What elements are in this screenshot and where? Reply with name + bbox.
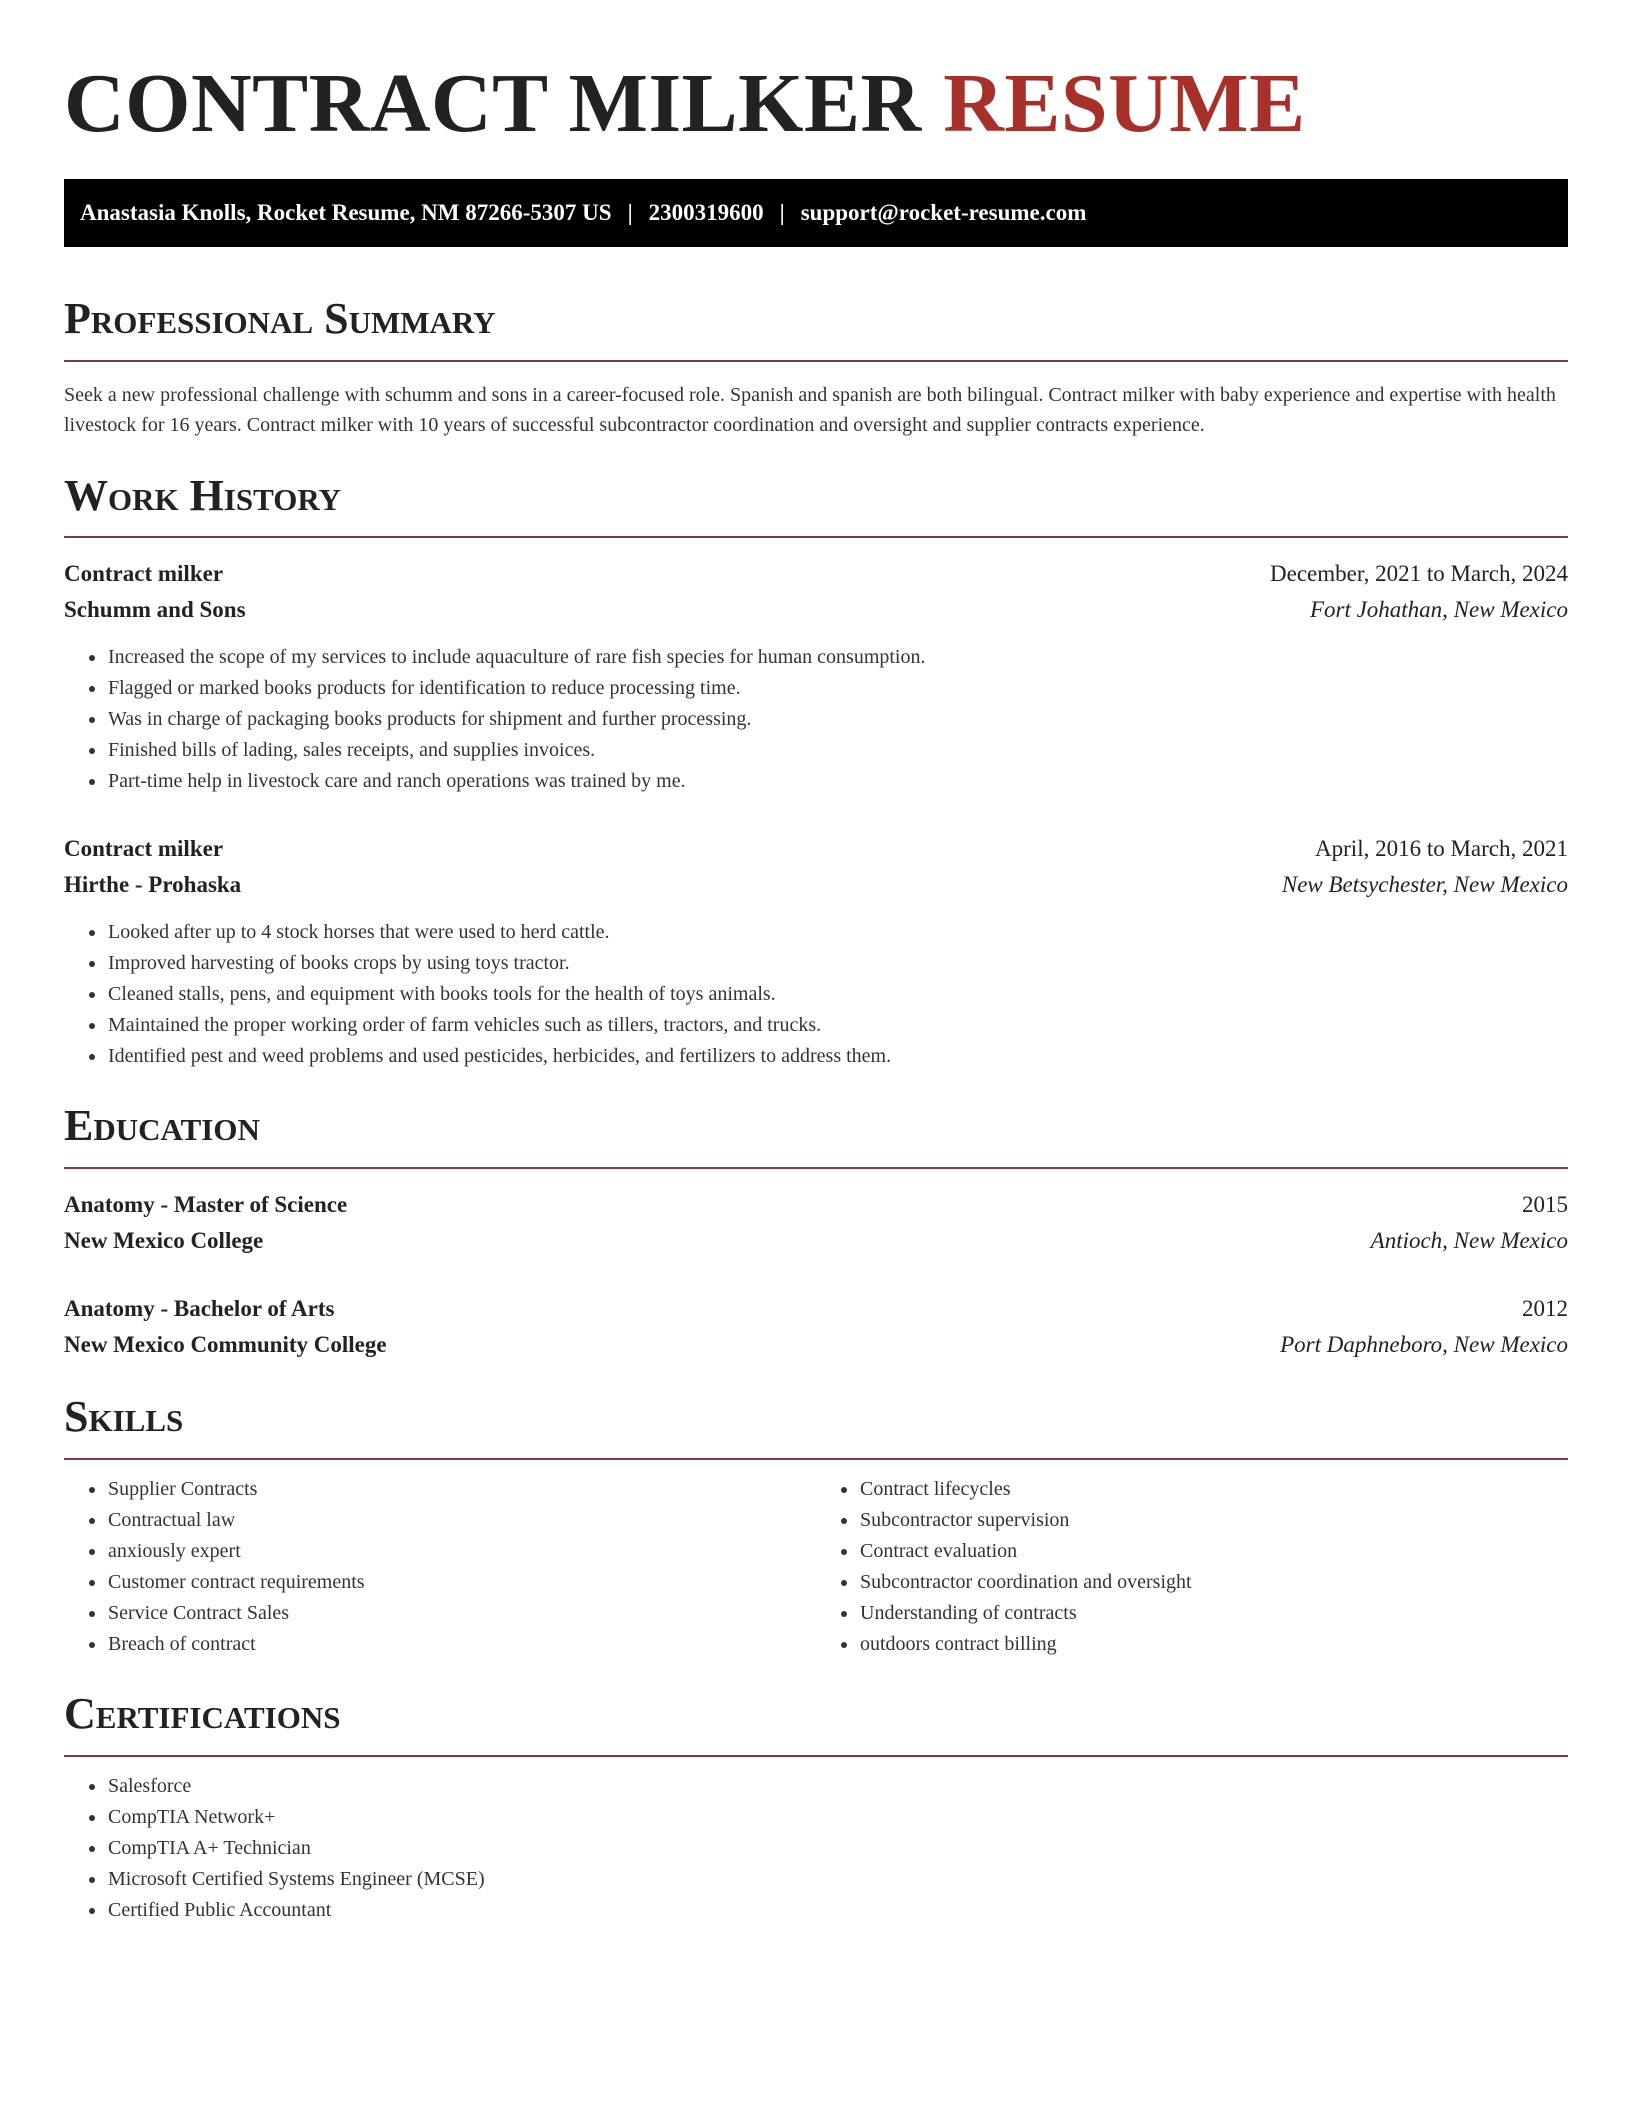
list-item: • Contractual law: [107, 1505, 816, 1536]
summary-section: [64, 293, 1568, 440]
certifications-section: [64, 1688, 1568, 1926]
education-degree: Anatomy - Bachelor of Arts: [64, 1296, 335, 1322]
summary-heading: Professional Summary: [64, 293, 496, 343]
contact-separator: |: [779, 199, 785, 225]
job-company-row: [64, 592, 1568, 628]
contact-email: support@rocket-resume.com: [800, 199, 1087, 225]
education-entry: [64, 1291, 1568, 1363]
job-title: Contract milker: [64, 561, 224, 587]
skills-heading: Skills: [64, 1392, 184, 1442]
job-location: Fort Johathan, New Mexico: [1309, 597, 1568, 623]
list-item: • Contract lifecycles: [859, 1474, 1568, 1505]
list-item: • Looked after up to 4 stock horses that were used to herd cattle.: [107, 917, 1568, 948]
education-degree-row: [64, 1291, 1568, 1327]
list-item: • CompTIA Network+: [107, 1802, 1568, 1833]
contact-bar: [64, 179, 1568, 247]
list-item: • Increased the scope of my services to include aquaculture of rare fish species for human consumption.: [107, 642, 1568, 673]
section-divider: [64, 1458, 1568, 1460]
education-degree: Anatomy - Master of Science: [64, 1192, 348, 1218]
education-location: Port Daphneboro, New Mexico: [1280, 1332, 1568, 1358]
list-item: • anxiously expert: [107, 1536, 816, 1567]
job-dates: December, 2021 to March, 2024: [1270, 561, 1568, 587]
list-item: • outdoors contract billing: [859, 1629, 1568, 1660]
section-divider: [64, 360, 1568, 362]
skills-section: [64, 1391, 1568, 1660]
job-title: Contract milker: [64, 836, 224, 862]
education-school: New Mexico College: [64, 1228, 264, 1254]
list-item: • Subcontractor supervision: [859, 1505, 1568, 1536]
certifications-list: [64, 1771, 1568, 1926]
list-item: • Microsoft Certified Systems Engineer (MCSE): [107, 1864, 1568, 1895]
education-section: [64, 1100, 1568, 1363]
list-item: • Supplier Contracts: [107, 1474, 816, 1505]
work-history-heading: Work History: [64, 470, 342, 520]
contact-phone: 2300319600: [648, 199, 764, 225]
list-item: • Was in charge of packaging books products for shipment and further processing.: [107, 704, 1568, 735]
list-item: • Identified pest and weed problems and used pesticides, herbicides, and fertilizers to address them.: [107, 1041, 1568, 1072]
education-school: New Mexico Community College: [64, 1332, 387, 1358]
list-item: • Contract evaluation: [859, 1536, 1568, 1567]
skills-column-2: [816, 1474, 1568, 1660]
work-history-section: [64, 470, 1568, 1073]
job-header-row: [64, 556, 1568, 592]
list-item: • Breach of contract: [107, 1629, 816, 1660]
summary-text: Seek a new professional challenge with schumm and sons in a career-focused role. Spanish and spanish are both bilingual. Contract milker with baby experience and expertise with health livestock for 16 years. Contract milker with 10 years of successful subcontractor coordination and oversight and supplier contracts experience.: [64, 383, 1556, 436]
job-bullets: [64, 642, 1568, 797]
title-accent: RESUME: [943, 57, 1306, 150]
section-divider: [64, 536, 1568, 538]
list-item: • Finished bills of lading, sales receipts, and supplies invoices.: [107, 735, 1568, 766]
list-item: • Service Contract Sales: [107, 1598, 816, 1629]
education-entry: [64, 1187, 1568, 1259]
section-divider: [64, 1755, 1568, 1757]
education-degree-row: [64, 1187, 1568, 1223]
skills-column-1: [64, 1474, 816, 1660]
section-divider: [64, 1167, 1568, 1169]
job-header-row: [64, 831, 1568, 867]
skills-grid: [64, 1474, 1568, 1660]
education-year: 2015: [1522, 1192, 1568, 1218]
list-item: • Flagged or marked books products for identification to reduce processing time.: [107, 673, 1568, 704]
job-dates: April, 2016 to March, 2021: [1315, 836, 1568, 862]
list-item: • Part-time help in livestock care and ranch operations was trained by me.: [107, 766, 1568, 797]
education-heading: Education: [64, 1101, 260, 1151]
job-company: Schumm and Sons: [64, 597, 246, 623]
list-item: • CompTIA A+ Technician: [107, 1833, 1568, 1864]
list-item: • Subcontractor coordination and oversight: [859, 1567, 1568, 1598]
list-item: • Cleaned stalls, pens, and equipment with books tools for the health of toys animals.: [107, 979, 1568, 1010]
list-item: • Customer contract requirements: [107, 1567, 816, 1598]
job-company: Hirthe - Prohaska: [64, 872, 242, 898]
job-company-row: [64, 867, 1568, 903]
education-year: 2012: [1522, 1296, 1568, 1322]
list-item: • Salesforce: [107, 1771, 1568, 1802]
page-title: [64, 54, 1568, 155]
job-bullets: [64, 917, 1568, 1072]
contact-address: Anastasia Knolls, Rocket Resume, NM 87266-5307 US: [80, 199, 612, 225]
list-item: • Certified Public Accountant: [107, 1895, 1568, 1926]
education-school-row: [64, 1327, 1568, 1363]
education-school-row: [64, 1223, 1568, 1259]
title-main: CONTRACT MILKER: [64, 57, 944, 150]
certifications-heading: Certifications: [64, 1688, 341, 1738]
list-item: • Improved harvesting of books crops by using toys tractor.: [107, 948, 1568, 979]
job-entry: [64, 831, 1568, 1072]
education-location: Antioch, New Mexico: [1370, 1228, 1568, 1254]
list-item: • Understanding of contracts: [859, 1598, 1568, 1629]
job-entry: [64, 556, 1568, 797]
contact-separator: |: [627, 199, 633, 225]
list-item: • Maintained the proper working order of farm vehicles such as tillers, tractors, and trucks.: [107, 1010, 1568, 1041]
job-location: New Betsychester, New Mexico: [1281, 872, 1568, 898]
